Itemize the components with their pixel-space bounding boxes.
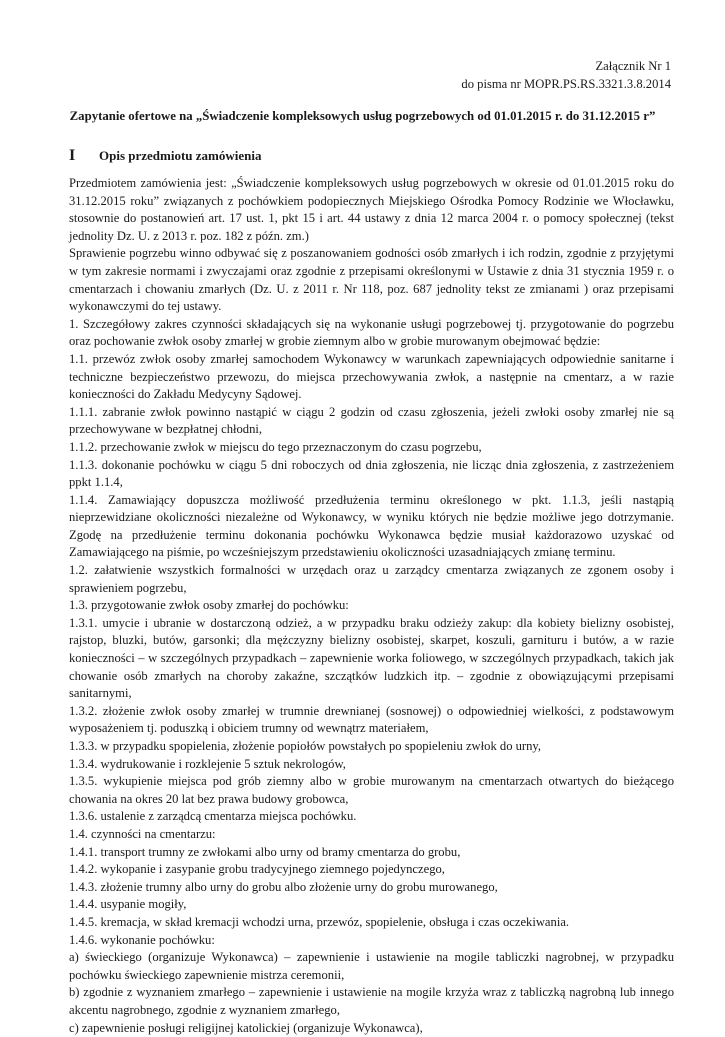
- section-number: I: [69, 147, 99, 165]
- paragraph: 1.4.5. kremacja, w skład kremacji wchodzi urna, przewóz, spopielenie, obsługa i czas oczekiwania.: [69, 914, 674, 932]
- paragraph: Przedmiotem zamówienia jest: „Świadczenie kompleksowych usług pogrzebowych w okresie od 01.01.2015 roku do 31.12.2015 roku” związanych z pochówkiem podopiecznych Miejskiego Ośrodka Pomocy Rodzinie we Włocławku, stosownie do postanowień art. 17 ust. 1, pkt 15 i art. 44 ustawy z dnia 12 marca 2004 r. o pomocy społecznej (tekst jednolity Dz. U. z 2013 r. poz. 182 z późn. zm.): [69, 175, 674, 245]
- section-title: Opis przedmiotu zamówienia: [99, 148, 262, 163]
- paragraph: 1.1.3. dokonanie pochówku w ciągu 5 dni roboczych od dnia zgłoszenia, nie licząc dnia zgłoszenia, z zastrzeżeniem ppkt 1.1.4,: [69, 457, 674, 492]
- paragraph: 1.4.6. wykonanie pochówku:: [69, 932, 674, 950]
- paragraph: 1.3.6. ustalenie z zarządcą cmentarza miejsca pochówku.: [69, 808, 674, 826]
- paragraph: 1.3.4. wydrukowanie i rozklejenie 5 sztuk nekrologów,: [69, 756, 674, 774]
- paragraph: 1.1.2. przechowanie zwłok w miejscu do tego przeznaczonym do czasu pogrzebu,: [69, 439, 674, 457]
- paragraph: 1.2. załatwienie wszystkich formalności w urzędach oraz u zarządcy cmentarza związanych ze zgonem osoby i sprawieniem pogrzebu,: [69, 562, 674, 597]
- paragraph: 1.1.1. zabranie zwłok powinno nastąpić w ciągu 2 godzin od czasu zgłoszenia, jeżeli zwłoki osoby zmarłej nie są przechowywane w bezpłatnej chłodni,: [69, 404, 674, 439]
- paragraph: 1.3.3. w przypadku spopielenia, złożenie popiołów powstałych po spopieleniu zwłok do urny,: [69, 738, 674, 756]
- section-heading: [69, 147, 262, 166]
- paragraph: 1.4.2. wykopanie i zasypanie grobu tradycyjnego ziemnego pojedynczego,: [69, 861, 674, 879]
- paragraph: 1.4. czynności na cmentarzu:: [69, 826, 674, 844]
- paragraph: 1.3. przygotowanie zwłok osoby zmarłej do pochówku:: [69, 597, 674, 615]
- paragraph: 1.1.4. Zamawiający dopuszcza możliwość przedłużenia terminu określonego w pkt. 1.1.3, jeśli nastąpią nieprzewidziane okoliczności niezależne od Wykonawcy, w wyniku których nie będzie możliwe jego dotrzymanie. Zgodę na przedłużenie terminu dokonania pochówku Wykonawca będzie musiał każdorazowo uzyskać od Zamawiającego na piśmie, po wcześniejszym przedstawieniu okoliczności uzasadniających zmianę terminu.: [69, 492, 674, 562]
- paragraph: 1.3.1. umycie i ubranie w dostarczoną odzież, a w przypadku braku odzieży zakup: dla kobiety bielizny osobistej, rajstop, bluzki, butów, garsonki; dla mężczyzny bielizny osobistej, skarpet, koszuli, garnituru i butów, a w razie konieczności – w szczególnych przypadkach – zapewnienie worka foliowego, w szczególnych przypadkach, takich jak chowanie osób zmarłych na choroby zakaźne, szczątków ludzkich itp. – zgodnie z obowiązującymi przepisami sanitarnymi,: [69, 615, 674, 703]
- reference-number: do pisma nr MOPR.PS.RS.3321.3.8.2014: [461, 76, 671, 94]
- document-title: Zapytanie ofertowe na „Świadczenie kompleksowych usług pogrzebowych od 01.01.2015 r. do 31.12.2015 r”: [0, 108, 725, 126]
- paragraph: 1.1. przewóz zwłok osoby zmarłej samochodem Wykonawcy w warunkach zapewniających odpowiednie sanitarne i techniczne bezpieczeństwo przewozu, do miejsca przechowywania zwłok, a następnie na cmentarz, a w razie konieczności do Zakładu Medycyny Sądowej.: [69, 351, 674, 404]
- attachment-label: Załącznik Nr 1: [595, 58, 671, 76]
- paragraph: 1. Szczegółowy zakres czynności składających się na wykonanie usługi pogrzebowej tj. przygotowanie do pogrzebu oraz pochowanie zwłok osoby zmarłej w grobie ziemnym albo w grobie murowanym obejmować będzie:: [69, 316, 674, 351]
- paragraph: Sprawienie pogrzebu winno odbywać się z poszanowaniem godności osób zmarłych i ich rodzin, zgodnie z przyjętymi w tym zakresie normami i zwyczajami oraz zgodnie z przepisami określonymi w Ustawie z dnia 31 stycznia 1959 r. o cmentarzach i chowaniu zmarłych (Dz. U. z 2011 r. Nr 118, poz. 687 jednolity tekst ze zmianami ) oraz przepisami wykonawczymi do tej ustawy.: [69, 245, 674, 315]
- paragraph: a) świeckiego (organizuje Wykonawca) – zapewnienie i ustawienie na mogile tabliczki nagrobnej, w przypadku pochówku świeckiego zapewnienie mistrza ceremonii,: [69, 949, 674, 984]
- paragraph: 1.4.3. złożenie trumny albo urny do grobu albo złożenie urny do grobu murowanego,: [69, 879, 674, 897]
- paragraph: 1.3.5. wykupienie miejsca pod grób ziemny albo w grobie murowanym na cmentarzach otwartych do bieżącego chowania na okres 20 lat bez prawa budowy grobowca,: [69, 773, 674, 808]
- paragraph: 1.3.2. złożenie zwłok osoby zmarłej w trumnie drewnianej (sosnowej) o odpowiedniej wielkości, z podstawowym wyposażeniem tj. poduszką i obiciem trumny od wewnątrz materiałem,: [69, 703, 674, 738]
- paragraph: 1.4.1. transport trumny ze zwłokami albo urny od bramy cmentarza do grobu,: [69, 844, 674, 862]
- paragraph: b) zgodnie z wyznaniem zmarłego – zapewnienie i ustawienie na mogile krzyża wraz z tabliczką nagrobną lub innego akcentu nagrobnego, zgodnie z wyznaniem zmarłego,: [69, 984, 674, 1019]
- paragraph: 1.4.4. usypanie mogiły,: [69, 896, 674, 914]
- document-body: [69, 175, 674, 1037]
- paragraph: c) zapewnienie posługi religijnej katolickiej (organizuje Wykonawca),: [69, 1020, 674, 1037]
